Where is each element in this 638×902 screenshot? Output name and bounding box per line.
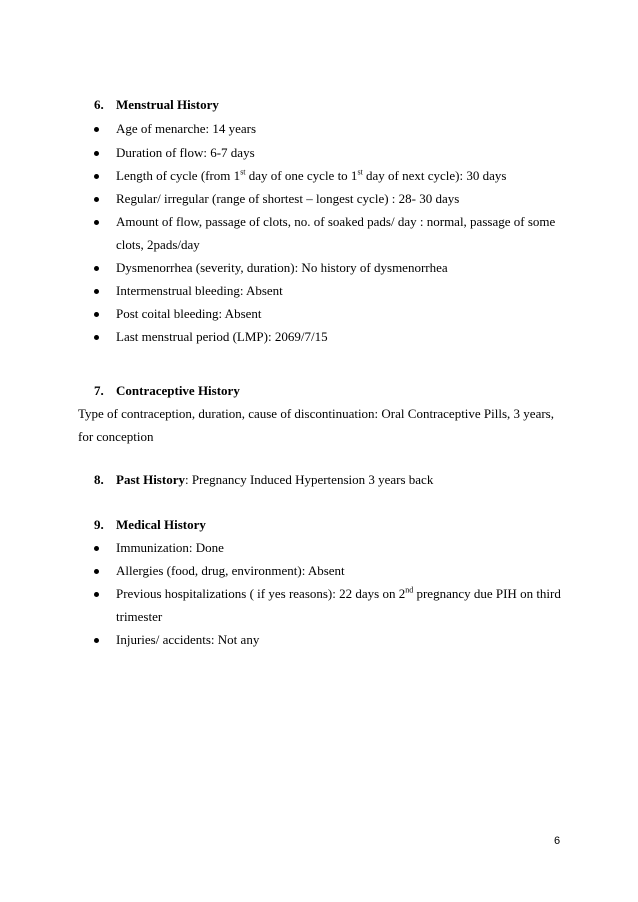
section-title: Past History	[116, 472, 185, 487]
list-item-text: Intermenstrual bleeding: Absent	[116, 283, 283, 298]
list-item-text: Duration of flow: 6-7 days	[116, 145, 255, 160]
list-item-text: Injuries/ accidents: Not any	[116, 632, 260, 647]
section-title: Contraceptive History	[116, 383, 240, 398]
bullet-icon	[94, 312, 99, 317]
bullet-icon	[94, 335, 99, 340]
section-title: Menstrual History	[116, 97, 219, 112]
bullet-icon	[94, 174, 99, 179]
page-number: 6	[554, 835, 561, 847]
list-item-text: Regular/ irregular (range of shortest – longest cycle) : 28- 30 days	[116, 191, 460, 206]
bullet-icon	[94, 220, 99, 225]
list-item-text: Last menstrual period (LMP): 2069/7/15	[116, 329, 328, 344]
bullet-icon	[94, 197, 99, 202]
section-number: 9.	[94, 517, 104, 532]
contraceptive-paragraph-line-2: for conception	[78, 429, 154, 444]
list-item-continuation: clots, 2pads/day	[116, 237, 200, 252]
list-item-text: Length of cycle (from 1st day of one cycle to 1st day of next cycle): 30 days	[116, 167, 507, 183]
section-number: 6.	[94, 97, 104, 112]
section-number: 8.	[94, 472, 104, 487]
bullet-icon	[94, 569, 99, 574]
bullet-icon	[94, 638, 99, 643]
section-title: Medical History	[116, 517, 206, 532]
list-item-text: Post coital bleeding: Absent	[116, 306, 262, 321]
section-number: 7.	[94, 383, 104, 398]
list-item-text: Amount of flow, passage of clots, no. of soaked pads/ day : normal, passage of some	[116, 214, 556, 229]
list-item-text: Age of menarche: 14 years	[116, 121, 257, 136]
menstrual-history-heading	[94, 97, 219, 113]
bullet-icon	[94, 151, 99, 156]
past-history-text: : Pregnancy Induced Hypertension 3 years back	[184, 472, 434, 487]
bullet-icon	[94, 546, 99, 551]
list-item-text: Immunization: Done	[116, 540, 224, 555]
bullet-icon	[94, 592, 99, 597]
bullet-icon	[94, 289, 99, 294]
contraceptive-paragraph-line-1: Type of contraception, duration, cause of discontinuation: Oral Contraceptive Pills, 3 years,	[78, 406, 554, 421]
list-item-text: Dysmenorrhea (severity, duration): No history of dysmenorrhea	[116, 260, 448, 275]
bullet-icon	[94, 266, 99, 271]
bullet-icon	[94, 127, 99, 132]
list-item-text: Previous hospitalizations ( if yes reasons): 22 days on 2nd pregnancy due PIH on third	[116, 585, 561, 601]
contraceptive-history-heading	[94, 383, 240, 399]
medical-history-heading	[94, 517, 206, 533]
list-item-text: Allergies (food, drug, environment): Absent	[116, 563, 345, 578]
past-history-heading	[94, 472, 433, 488]
list-item-continuation: trimester	[116, 609, 163, 624]
